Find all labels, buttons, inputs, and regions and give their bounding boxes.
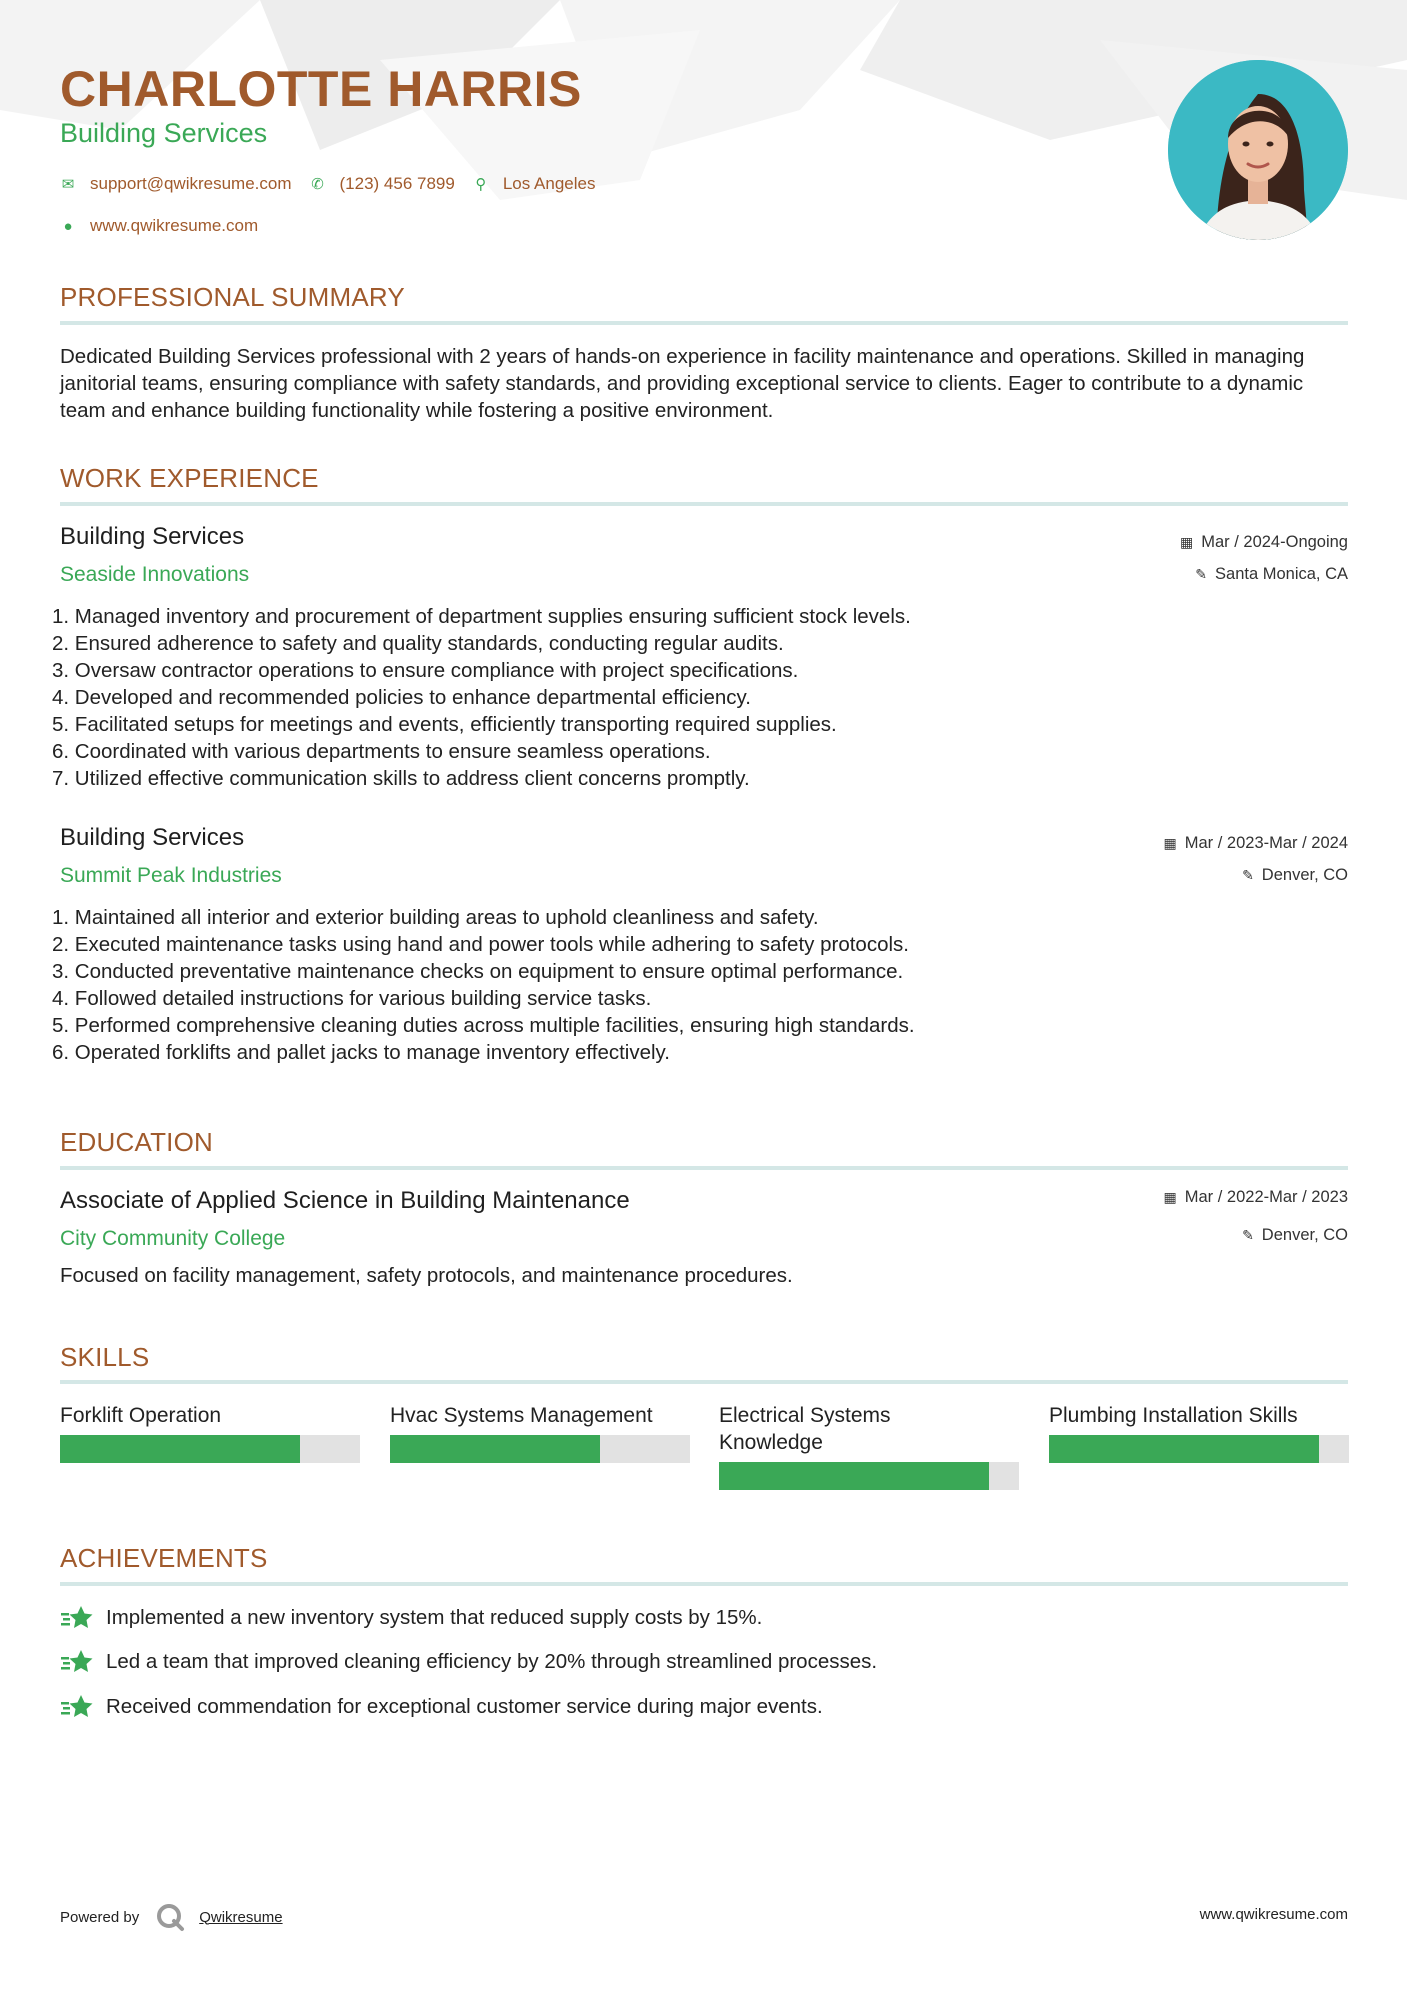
skill-item	[60, 1402, 360, 1463]
experience-title: WORK EXPERIENCE	[60, 463, 319, 493]
list-item: 6. Operated forklifts and pallet jacks to manage inventory effectively.	[52, 1041, 670, 1064]
powered-by-label: Powered by	[60, 1908, 140, 1926]
summary-title: PROFESSIONAL SUMMARY	[60, 282, 405, 312]
pin-icon: ✎	[1242, 867, 1254, 883]
education-date-text: Mar / 2022-Mar / 2023	[1184, 1188, 1348, 1206]
website-link[interactable]: www.qwikresume.com	[90, 216, 259, 235]
skill-bar-fill	[390, 1435, 600, 1463]
list-item: 5. Facilitated setups for meetings and events, efficiently transporting required supplies.	[52, 713, 837, 736]
list-item: 4. Followed detailed instructions for various building service tasks.	[52, 987, 652, 1010]
achievement-item	[60, 1693, 823, 1721]
list-item: 7. Utilized effective communication skills to address client concerns promptly.	[52, 767, 750, 790]
calendar-icon: ▦	[1163, 835, 1177, 851]
achievements-title: ACHIEVEMENTS	[60, 1543, 268, 1573]
star-icon	[60, 1604, 94, 1632]
job-location-text: Denver, CO	[1261, 866, 1348, 884]
calendar-icon: ▦	[1163, 1189, 1177, 1205]
list-item: 3. Conducted preventative maintenance checks on equipment to ensure optimal performance.	[52, 960, 904, 983]
star-icon	[60, 1693, 94, 1721]
section-divider	[60, 502, 1348, 506]
achievement-text: Implemented a new inventory system that reduced supply costs by 15%.	[106, 1606, 763, 1629]
phone-icon: ✆	[311, 176, 324, 193]
job-responsibilities	[52, 904, 1302, 1066]
job-location	[1195, 565, 1348, 584]
job-date	[1164, 834, 1348, 853]
education-location-text: Denver, CO	[1261, 1226, 1348, 1244]
job-date-text: Mar / 2024-Ongoing	[1201, 533, 1348, 551]
star-icon	[60, 1648, 94, 1676]
location-text: Los Angeles	[502, 174, 596, 193]
candidate-role: Building Services	[60, 118, 268, 148]
skill-bar	[1049, 1435, 1349, 1463]
skill-item	[719, 1402, 1019, 1490]
website-row	[60, 216, 258, 236]
company-name: Seaside Innovations	[60, 563, 250, 586]
skill-item	[1049, 1402, 1349, 1463]
skill-item	[390, 1402, 690, 1463]
pin-icon: ✎	[1242, 1227, 1254, 1243]
job-location	[1242, 866, 1348, 885]
education-title: EDUCATION	[60, 1127, 213, 1157]
list-item: 4. Developed and recommended policies to enhance departmental efficiency.	[52, 686, 751, 709]
skill-bar	[390, 1435, 690, 1463]
skills-title: SKILLS	[60, 1342, 150, 1372]
phone-number: (123) 456 7899	[339, 174, 455, 193]
list-item: 1. Managed inventory and procurement of department supplies ensuring sufficient stock levels.	[52, 605, 911, 628]
list-item: 2. Executed maintenance tasks using hand and power tools while adhering to safety protocols.	[52, 933, 909, 956]
skill-name: Plumbing Installation Skills	[1049, 1404, 1298, 1427]
map-pin-icon: ⚲	[475, 176, 487, 193]
avatar	[1168, 60, 1348, 240]
achievement-text: Received commendation for exceptional customer service during major events.	[106, 1695, 823, 1718]
candidate-name: CHARLOTTE HARRIS	[60, 61, 582, 117]
email-link[interactable]: support@qwikresume.com	[90, 174, 292, 193]
skill-name: Hvac Systems Management	[390, 1404, 653, 1427]
achievement-item	[60, 1604, 762, 1632]
section-divider	[60, 1582, 1348, 1586]
education-location	[1242, 1226, 1348, 1245]
profile-photo	[1168, 60, 1348, 240]
brand-link[interactable]: Qwikresume	[199, 1908, 283, 1926]
skill-bar-fill	[60, 1435, 300, 1463]
qwikresume-logo-icon	[155, 1902, 185, 1932]
skill-bar	[60, 1435, 360, 1463]
summary-text: Dedicated Building Services professional with 2 years of hands-on experience in facility maintenance and operations. Skilled in managing janitorial teams, ensuring compliance with safety standards, and providing exceptional service to clients. Eager to contribute to a dynamic team and enhance building functionality while fostering a positive environment.	[60, 345, 1305, 422]
globe-icon: ●	[63, 217, 73, 235]
job-responsibilities	[52, 603, 1302, 792]
envelope-icon: ✉	[61, 176, 75, 193]
skill-bar	[719, 1462, 1019, 1490]
pin-icon: ✎	[1195, 566, 1208, 582]
skill-bar-fill	[1049, 1435, 1319, 1463]
school-name: City Community College	[60, 1227, 286, 1250]
section-divider	[60, 1166, 1348, 1170]
skill-name: Forklift Operation	[60, 1404, 222, 1427]
job-date	[1180, 533, 1348, 552]
section-divider	[60, 1380, 1348, 1384]
company-name: Summit Peak Industries	[60, 864, 282, 887]
list-item: 5. Performed comprehensive cleaning duties across multiple facilities, ensuring high standards.	[52, 1014, 915, 1037]
education-date	[1164, 1188, 1348, 1207]
achievement-item	[60, 1648, 877, 1676]
calendar-icon: ▦	[1180, 534, 1194, 550]
degree-title: Associate of Applied Science in Building Maintenance	[60, 1187, 630, 1214]
list-item: 6. Coordinated with various departments to ensure seamless operations.	[52, 740, 711, 763]
footer-website[interactable]: www.qwikresume.com	[1199, 1906, 1348, 1923]
section-divider	[60, 321, 1348, 325]
skill-bar-fill	[719, 1462, 989, 1490]
achievement-text: Led a team that improved cleaning efficiency by 20% through streamlined processes.	[106, 1650, 878, 1673]
education-description: Focused on facility management, safety protocols, and maintenance procedures.	[60, 1264, 793, 1287]
job-title: Building Services	[60, 824, 245, 851]
skill-name: Electrical Systems Knowledge	[719, 1404, 891, 1454]
list-item: 3. Oversaw contractor operations to ensure compliance with project specifications.	[52, 659, 799, 682]
list-item: 2. Ensured adherence to safety and quality standards, conducting regular audits.	[52, 632, 784, 655]
contact-row	[60, 174, 595, 194]
list-item: 1. Maintained all interior and exterior building areas to uphold cleanliness and safety.	[52, 906, 819, 929]
job-location-text: Santa Monica, CA	[1215, 565, 1348, 583]
job-date-text: Mar / 2023-Mar / 2024	[1184, 834, 1348, 852]
footer-powered-by	[60, 1902, 283, 1932]
job-title: Building Services	[60, 523, 245, 550]
